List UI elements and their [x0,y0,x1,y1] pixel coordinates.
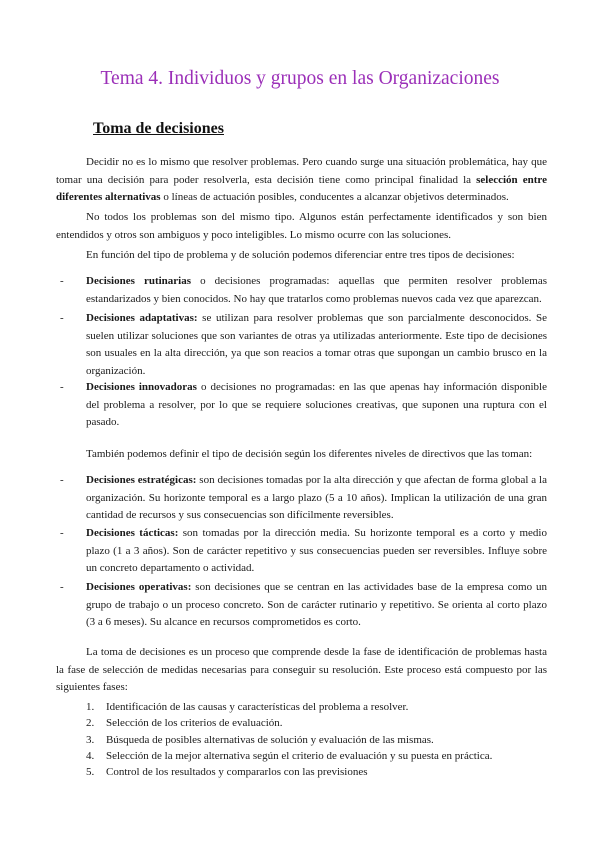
term-description: son decisiones que se centran en las actividades base de la empresa como un grupo de trabajo o un proceso concreto. Son de carácter rutinario y repetitivo. Se orienta al corto plazo (3 a 6 meses). Su alcance en recursos comprometidos es corto. [86,581,548,629]
bullet-dash: - [60,275,64,287]
term: Decisiones tácticas: [86,527,179,539]
phase-text: Control de los resultados y compararlos con las previsiones [106,766,368,779]
term: Decisiones estratégicas: [86,474,197,486]
list-item-innovadoras [60,379,547,432]
phase-number: 1. [86,701,95,713]
phase-number: 2. [86,717,95,730]
phase-text: Selección de los criterios de evaluación. [106,717,283,730]
page-title: Tema 4. Individuos y grupos en las Organizaciones [100,68,500,89]
paragraph-intro-text: Decidir no es lo mismo que resolver problemas. Pero cuando surge una situación problemática, hay que tomar una decisión para poder resolverla, esta decisión tiene como principal finalidad la [56,156,547,186]
term-description: son tomadas por la dirección media. Su horizonte temporal es a corto y medio plazo (1 a 3 años). Son de carácter repetitivo y sus consecuencias pueden ser reversibles. Influye sobre un concreto departamento o actividad. [86,527,547,575]
term-description: se utilizan para resolver problemas que son parcialmente desconocidos. Se suelen utilizar soluciones que son variantes de otras ya utilizadas anteriormente. Este tipo de decisiones son usuales en la alta dirección, ya que son reacios a tomar otras que supongan un cambio brusco en la organización. [86,312,547,377]
paragraph-problem-types: No todos los problemas son del mismo tipo. Algunos están perfectamente identificados y son bien entendidos y otros son ambiguos y poco inteligibles. Lo mismo ocurre con las soluciones. [56,211,547,241]
term-description: o decisiones programadas: aquellas que permiten resolver problemas estandarizados y bien conocidos. No hay que tratarlos como problemas nuevos cada vez que aparezcan. [86,275,547,305]
term: Decisiones rutinarias [86,275,192,287]
list-item-operativas [60,579,547,632]
bullet-dash: - [60,527,64,539]
phase-item [86,764,546,780]
bullet-dash: - [60,312,64,324]
phases-list [86,699,546,780]
term: Decisiones adaptativas: [86,312,198,324]
paragraph-intro-bold: selección entre diferentes alternativas [56,173,547,204]
paragraph-levels-intro: También podemos definir el tipo de decisión según los diferentes niveles de directivos que las toman: [86,448,533,460]
bullet-dash: - [60,581,64,593]
list-item-adaptativas [60,310,547,380]
phase-item [86,748,546,764]
term-description: son decisiones tomadas por la alta dirección y que afectan de forma global a la organización. Su horizonte temporal es a largo plazo (5 a 10 años). Implican la utilización de una gran cantidad de recursos y sus consecuencias son difícilmente reversibles. [86,474,547,522]
phase-item [86,699,546,715]
phase-text: Búsqueda de posibles alternativas de solución y evaluación de las mismas. [106,733,434,746]
phase-item [86,715,546,731]
paragraph-process: La toma de decisiones es un proceso que comprende desde la fase de identificación de problemas hasta la fase de selección de medidas necesarias para conseguir su resolución. Este proceso está compuesto por las siguientes fases: [56,646,547,694]
phase-text: Selección de la mejor alternativa según el criterio de evaluación y su puesta en práctica. [106,749,493,762]
list-item-estrategicas [60,472,547,525]
paragraph-intro-text-end: o líneas de actuación posibles, conducentes a alcanzar objetivos determinados. [160,191,509,204]
term: Decisiones innovadoras [86,381,197,393]
list-item-tacticas [60,525,547,578]
bullet-dash: - [60,381,64,393]
phase-text: Identificación de las causas y características del problema a resolver. [106,701,409,713]
phase-number: 5. [86,766,95,779]
phase-item [86,732,546,748]
list-item-rutinarias [60,273,547,308]
term: Decisiones operativas: [86,581,192,593]
paragraph-intro [56,154,547,207]
paragraph-decision-intro: En función del tipo de problema y de solución podemos diferenciar entre tres tipos de decisiones: [86,249,515,261]
term-description: o decisiones no programadas: en las que apenas hay información disponible del problema a resolver, por lo que se requiere soluciones creativas, que suponen una ruptura con el pasado. [86,381,547,429]
phase-number: 4. [86,749,95,762]
section-heading: Toma de decisiones [93,120,224,137]
phase-number: 3. [86,733,95,746]
bullet-dash: - [60,474,64,486]
